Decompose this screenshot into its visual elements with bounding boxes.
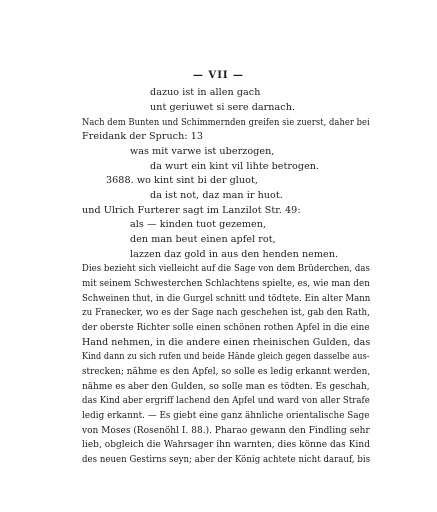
text-line: mit seinem Schwesterchen Schlachtens spielte, es, wie man den	[82, 278, 370, 289]
verse-line: als — kinden tuot gezemen,	[130, 219, 267, 230]
verse-line: 3688. wo kint sint bi der gluot,	[106, 175, 258, 186]
verse-line: unt geriuwet si sere darnach.	[150, 102, 296, 113]
text-line: und Ulrich Furterer sagt im Lanzilot Str. 49:	[82, 205, 301, 216]
text-line: nähme es aber den Gulden, so solle man es tödten. Es geschah,	[82, 381, 370, 392]
text-line: ledig erkannt. — Es giebt eine ganz ähnliche orientalische Sage	[82, 410, 370, 421]
text-line: Schweinen thut, in die Gurgel schnitt und tödtete. Ein alter Mann	[82, 293, 371, 304]
verse-line: den man beut einen apfel rot,	[130, 234, 276, 245]
text-line: von Moses (Rosenöhl I. 88.). Pharao gewann den Findling sehr	[82, 425, 370, 436]
verse-line: lazzen daz gold in aus den henden nemen.	[130, 249, 339, 260]
verse-line: dazuo ist in allen gach	[150, 87, 261, 98]
text-line: Nach dem Bunten und Schimmernden greifen sie zuerst, daher bei	[82, 117, 370, 128]
text-line: Hand nehmen, in die andere einen rheinischen Gulden, das	[82, 337, 371, 348]
text-line: lieb, obgleich die Wahrsager ihn warnten, dies könne das Kind	[82, 439, 371, 450]
verse-line: da ist not, daz man ir huot.	[150, 190, 283, 201]
verse-line: was mit varwe ist uberzogen,	[130, 146, 275, 157]
text-line: des neuen Gestirns seyn; aber der König achtete nicht darauf, bis	[82, 454, 371, 465]
running-head: — VII —	[192, 70, 245, 81]
text-line: strecken; nähme es den Apfel, so solle es ledig erkannt werden,	[82, 366, 371, 377]
text-line: Dies bezieht sich vielleicht auf die Sage von dem Brüderchen, das	[82, 263, 370, 274]
text-line: zu Franecker, wo es der Sage nach geschehen ist, gab den Rath,	[82, 307, 370, 318]
text-line: Kind dann zu sich rufen und beide Hände gleich gegen dasselbe aus-	[82, 351, 370, 362]
text-line: das Kind aber ergriff lachend den Apfel und ward von aller Strafe	[82, 395, 370, 406]
text-line: der oberste Richter solle einen schönen rothen Apfel in die eine	[82, 322, 370, 333]
text-line: Freidank der Spruch: 13	[82, 131, 204, 142]
verse-line: da wurt ein kint vil lihte betrogen.	[150, 161, 320, 172]
